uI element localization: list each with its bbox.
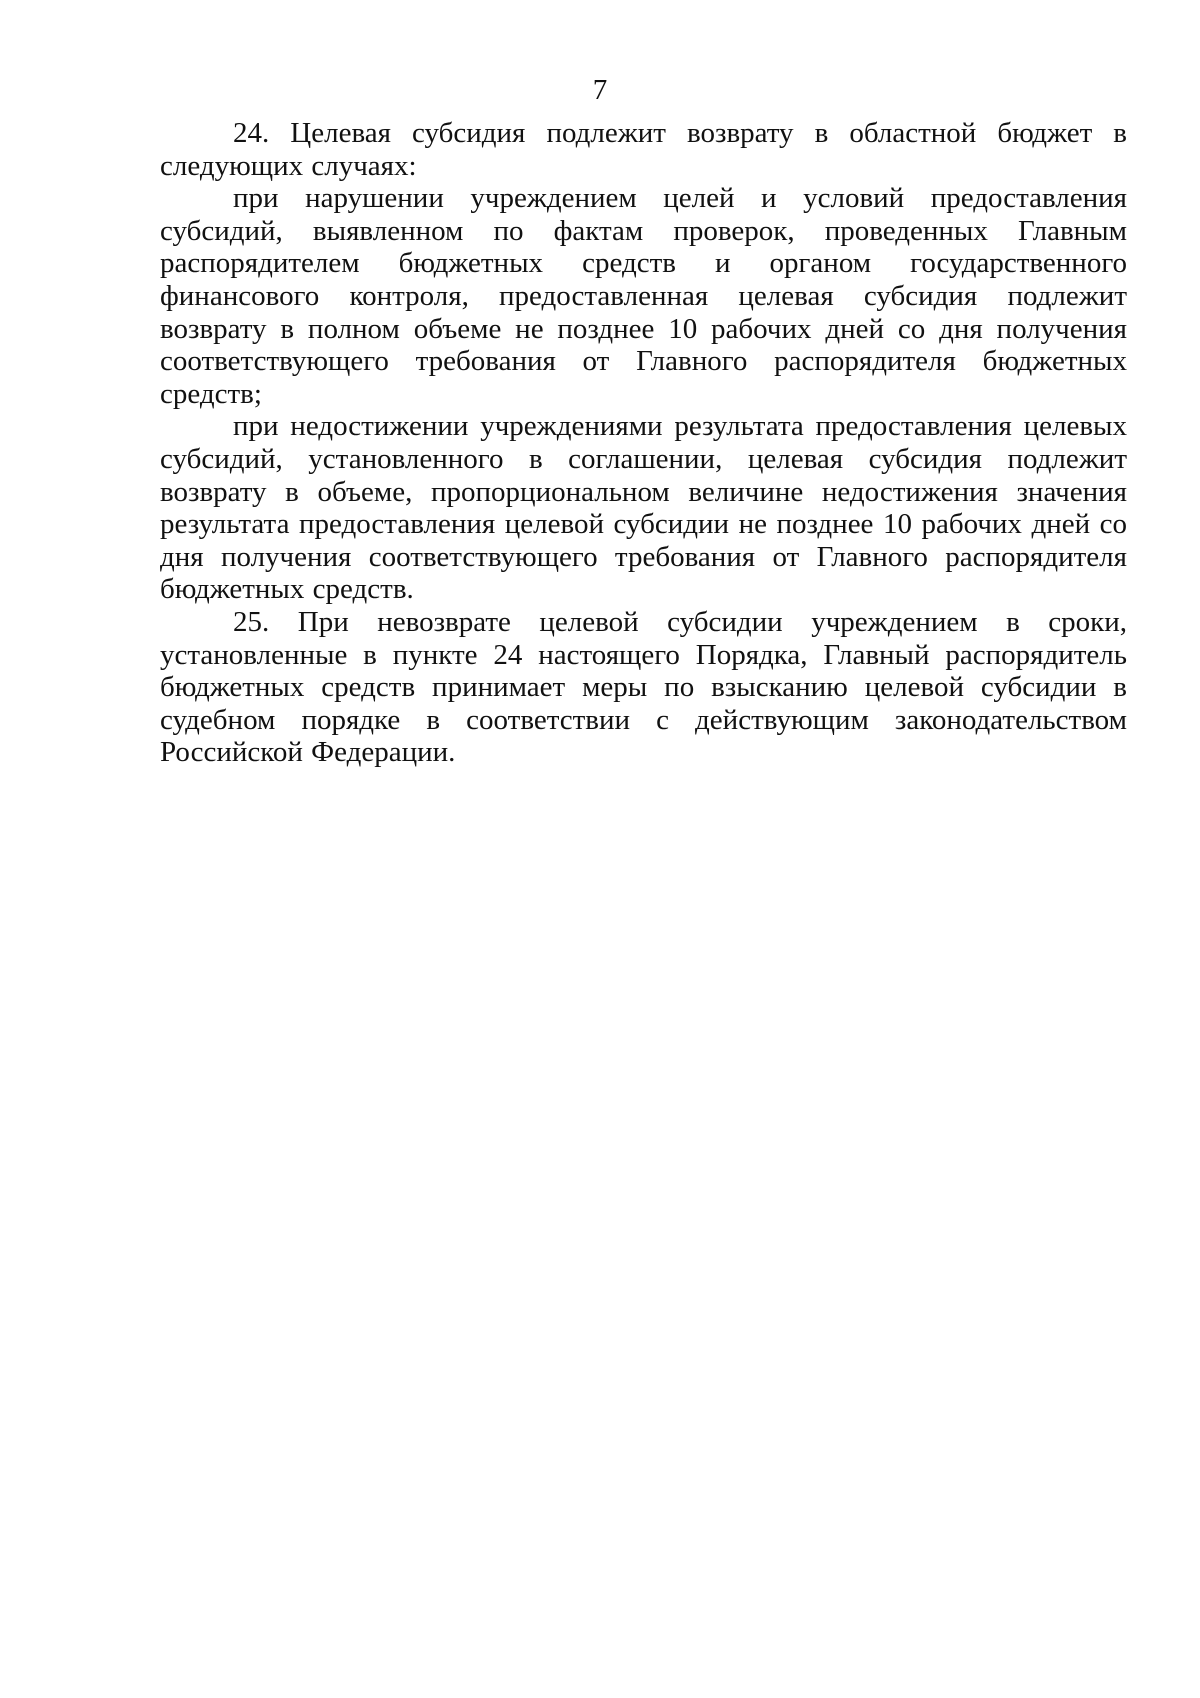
- paragraph-violation-case: при нарушении учреждением целей и условий предоставления субсидий, выявленном по фактам проверок, проведенных Главным распорядителем бюджетных средств и органом государственного финансового контроля, предоставленная целевая субсидия подлежит возврату в полном объеме не позднее 10 рабочих дней со дня получения соответствующего требования от Главного распорядителя бюджетных средств;: [160, 182, 1127, 410]
- paragraph-24-intro: 24. Целевая субсидия подлежит возврату в областной бюджет в следующих случаях:: [160, 117, 1127, 182]
- document-body: [160, 117, 1127, 769]
- paragraph-result-not-achieved-case: при недостижении учреждениями результата предоставления целевых субсидий, установленного в соглашении, целевая субсидия подлежит возврату в объеме, пропорциональном величине недостижения значения результата предоставления целевой субсидии не позднее 10 рабочих дней со дня получения соответствующего требования от Главного распорядителя бюджетных средств.: [160, 410, 1127, 606]
- paragraph-25: 25. При невозврате целевой субсидии учреждением в сроки, установленные в пункте 24 настоящего Порядка, Главный распорядитель бюджетных средств принимает меры по взысканию целевой субсидии в судебном порядке в соответствии с действующим законодательством Российской Федерации.: [160, 605, 1127, 769]
- page-number: 7: [592, 74, 608, 106]
